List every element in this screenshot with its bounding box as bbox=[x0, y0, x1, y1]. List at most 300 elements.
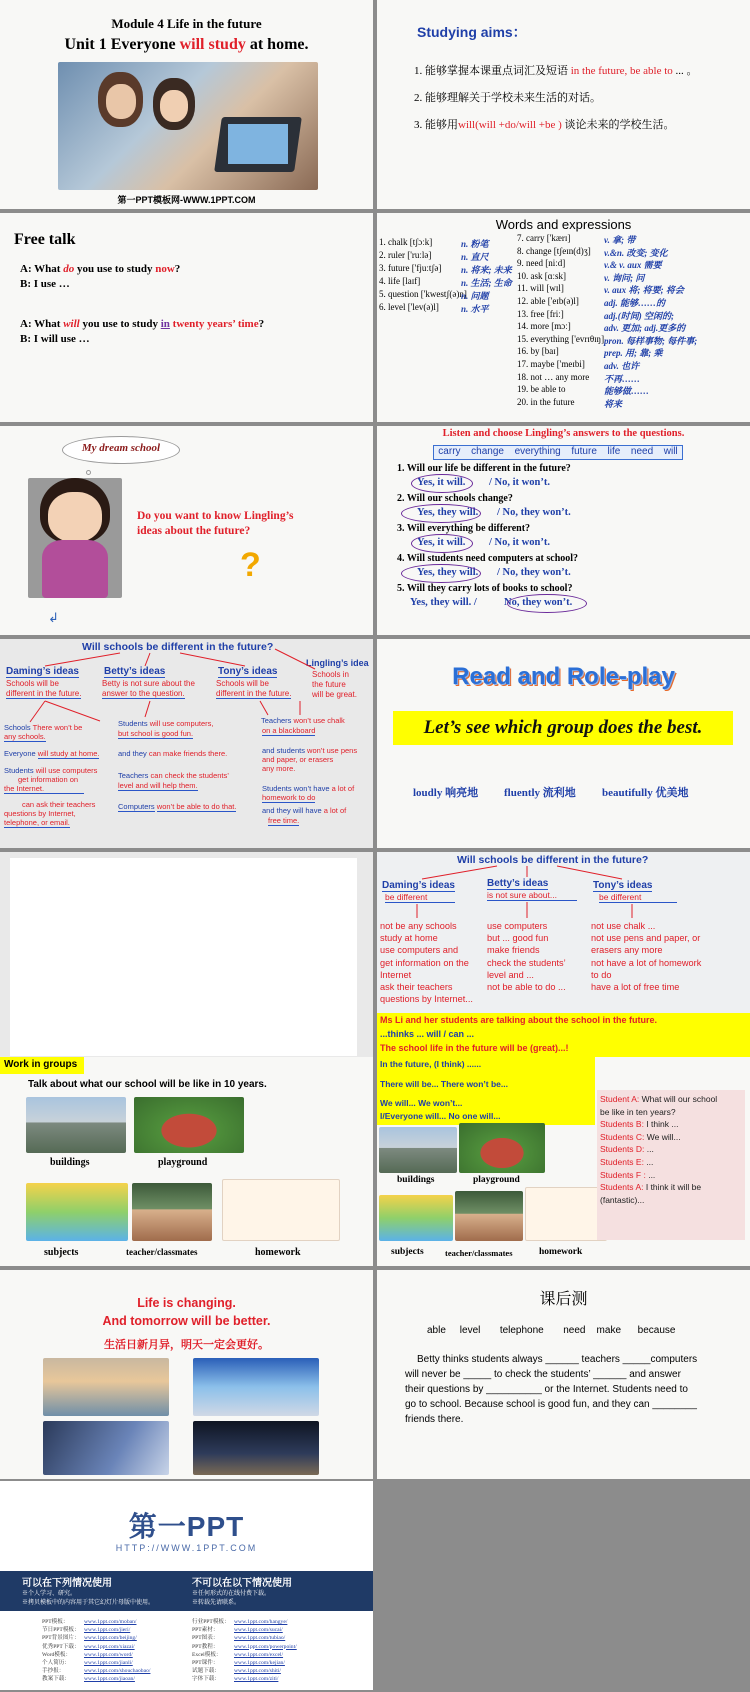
quiz-line-3: their questions by __________ or the Internet. Students need to bbox=[405, 1384, 688, 1395]
summary-line-1: Ms Li and her students are talking about the school in the future. bbox=[380, 1015, 658, 1025]
vocab-word: 13. free [friː] bbox=[517, 308, 564, 319]
summary-item: use computers bbox=[487, 921, 548, 931]
quiz-line-5: friends there. bbox=[405, 1414, 464, 1425]
resource-label: 手抄报： bbox=[42, 1668, 65, 1675]
vocab-meaning: n. 将来; 未来 bbox=[461, 265, 512, 275]
answer-circle bbox=[401, 564, 481, 583]
slide-7-ideas-notes[interactable] bbox=[0, 639, 373, 848]
daming-note-3: Students will use computers bbox=[4, 766, 98, 775]
future-city-photo-2 bbox=[193, 1358, 319, 1416]
label-playground-small: playground bbox=[473, 1175, 520, 1185]
vocab-meaning: v.&n. 改变; 变化 bbox=[604, 247, 668, 258]
label-playground: playground bbox=[158, 1157, 208, 1168]
tony-heading: Tony’s ideas bbox=[218, 666, 278, 677]
buildings-photo-small bbox=[379, 1127, 457, 1173]
slide-14-quiz[interactable] bbox=[377, 1270, 750, 1479]
notes-arrows bbox=[0, 639, 373, 848]
tony-note-1b: on a blackboard bbox=[262, 726, 316, 735]
daming-note-4b: questions by Internet, bbox=[4, 809, 76, 818]
subjects-image bbox=[26, 1183, 128, 1241]
resource-url[interactable]: www.1ppt.com/xiazai/ bbox=[84, 1643, 135, 1650]
answer-circle bbox=[507, 594, 587, 613]
slide-6-listen-choose[interactable] bbox=[377, 426, 750, 635]
resource-url[interactable]: www.1ppt.com/sucai/ bbox=[234, 1627, 283, 1634]
summary-item: but ... good fun bbox=[487, 933, 549, 944]
dialogue-line bbox=[600, 1195, 644, 1205]
vocab-meaning: v. aux 将; 将要; 将会 bbox=[604, 285, 684, 296]
word-bank-item: carry bbox=[438, 446, 461, 457]
classroom-photo bbox=[43, 1421, 169, 1475]
vocab-meaning: n. 生活; 生命 bbox=[461, 278, 512, 288]
slide-4-words[interactable] bbox=[377, 213, 750, 422]
betty-heading: Betty’s ideas bbox=[104, 666, 166, 677]
quiz-line-4: go to school. Because school is good fun, and they can ________ bbox=[405, 1399, 697, 1410]
dialogue-line bbox=[600, 1119, 678, 1129]
summary-arrows bbox=[377, 852, 750, 932]
logo-text: 第一PPT bbox=[128, 1511, 245, 1542]
blank-canvas bbox=[10, 858, 357, 1056]
tony-note-2c: any more. bbox=[262, 764, 296, 773]
resource-url[interactable]: www.1ppt.com/hangye/ bbox=[234, 1619, 288, 1625]
word-bank-item: will bbox=[663, 446, 678, 457]
banner-text: Let’s see which group does the best. bbox=[423, 717, 703, 738]
vocab-word: 6. level ['lev(ə)l] bbox=[379, 302, 439, 312]
resource-link bbox=[192, 1650, 283, 1658]
vocab-word: 17. maybe ['meɪbi] bbox=[517, 359, 585, 369]
betty-note-1: Students will use computers, bbox=[118, 719, 214, 728]
summary-tony: Tony’s ideas bbox=[593, 880, 653, 891]
summary-item: not have a lot of homework bbox=[591, 957, 702, 968]
listen-answer-yes: Yes, it will. bbox=[417, 537, 466, 548]
resource-link bbox=[192, 1658, 285, 1666]
resource-label: 字体下载： bbox=[192, 1676, 220, 1683]
resource-label: PPT课件： bbox=[192, 1660, 219, 1666]
resource-label: 行业PPT模板： bbox=[192, 1619, 230, 1625]
vocab-meaning: pron. 每样事物; 每件事; bbox=[604, 335, 698, 346]
question-line-1: Do you want to know Lingling’s bbox=[137, 510, 294, 522]
summary-item: Internet bbox=[380, 969, 412, 980]
group-task: Talk about what our school will be like in 10 years. bbox=[28, 1079, 267, 1090]
listen-question: 5. Will they carry lots of books to school? bbox=[397, 583, 573, 594]
resource-link bbox=[192, 1666, 281, 1674]
buildings-photo bbox=[26, 1097, 126, 1153]
resource-label: 优秀PPT下载： bbox=[42, 1643, 80, 1650]
slide-11-work-in-groups[interactable] bbox=[0, 1057, 373, 1266]
daming-note-1: Schools There won’t be bbox=[4, 723, 83, 732]
tony-note-2: and students won’t use pens bbox=[262, 746, 358, 755]
dialogue-speaker: Student A: bbox=[600, 1094, 640, 1104]
listen-answer-yes: Yes, they will. bbox=[417, 567, 479, 578]
summary-daming-sub: be different bbox=[385, 892, 455, 903]
listen-answer-yes: Yes, they will. bbox=[417, 507, 479, 518]
word-bank-words bbox=[433, 446, 683, 457]
summary-item: not use pens and paper, or bbox=[591, 933, 701, 944]
word-fluently: fluently 流利地 bbox=[504, 787, 576, 799]
dialogue-text: We will... bbox=[644, 1131, 681, 1142]
betty-note-3b: level and will help them. bbox=[118, 781, 198, 790]
vocab-meaning: 不再…… bbox=[604, 373, 641, 384]
vocab-word: 2. ruler ['ruːlə] bbox=[379, 250, 432, 260]
vocab-word: 11. will [wɪl] bbox=[517, 283, 564, 294]
word-beautifully: beautifully 优美地 bbox=[602, 787, 689, 799]
label-homework: homework bbox=[255, 1247, 301, 1258]
listen-answer-no: / No, they won’t. bbox=[497, 567, 571, 578]
dialogue-text: I think it will be bbox=[643, 1182, 702, 1193]
resource-url[interactable]: www.1ppt.com/word/ bbox=[84, 1651, 133, 1658]
homework-image bbox=[222, 1179, 340, 1241]
cannot-use-2: ※转载先请联系。 bbox=[192, 1600, 241, 1606]
resource-label: 节日PPT模板： bbox=[42, 1627, 80, 1634]
dialogue-text: I think ... bbox=[643, 1119, 679, 1130]
vocab-word: 3. future ['fjuːtʃə] bbox=[379, 263, 442, 273]
dialogue-line bbox=[600, 1182, 701, 1192]
listen-answer-yes: Yes, they will. / bbox=[410, 597, 477, 608]
teacher-photo-small bbox=[455, 1191, 523, 1241]
summary-item: ask their teachers bbox=[380, 982, 453, 992]
slide-8-read-role-play[interactable] bbox=[377, 639, 750, 848]
dialogue-speaker: Students E: bbox=[600, 1157, 644, 1167]
listen-question: 2. Will our schools change? bbox=[397, 493, 513, 504]
resource-link bbox=[192, 1617, 287, 1625]
vocab-word: 1. chalk [tʃɔːk] bbox=[379, 237, 433, 247]
vocab-meaning: n. 粉笔 bbox=[461, 239, 489, 249]
word-bank-item: change bbox=[471, 446, 504, 457]
role-play-title: Read and Role-play bbox=[452, 663, 675, 690]
word-loudly: loudly 响亮地 bbox=[413, 787, 479, 799]
resource-link bbox=[192, 1642, 297, 1650]
slide-15-1ppt-end[interactable] bbox=[0, 1481, 373, 1690]
girls-laptop-photo bbox=[58, 62, 318, 190]
tony-note-4b: free time. bbox=[268, 816, 300, 825]
daming-claim-1: Schools will be bbox=[6, 679, 59, 688]
quiz-word-bank: able level telephone need make because bbox=[427, 1325, 676, 1336]
listen-answer-no: / No, it won’t. bbox=[489, 477, 550, 488]
playground-photo-small bbox=[459, 1123, 545, 1173]
vocab-word: 5. question ['kwestʃ(ə)n] bbox=[379, 289, 467, 299]
teacher-classmates-photo bbox=[132, 1183, 212, 1241]
daming-note-3b: get information on bbox=[18, 775, 79, 784]
resource-link bbox=[42, 1642, 135, 1650]
resource-url[interactable]: www.1ppt.com/shiti/ bbox=[234, 1668, 281, 1675]
vocab-word: 20. in the future bbox=[517, 396, 575, 407]
footer-text: 第一PPT模板网-WWW.1PPT.COM bbox=[117, 195, 256, 205]
daming-heading: Daming’s ideas bbox=[6, 666, 79, 677]
daming-note-4: can ask their teachers bbox=[22, 800, 96, 809]
homework-image-small bbox=[525, 1187, 607, 1241]
resource-url[interactable]: www.1ppt.com/kejian/ bbox=[234, 1660, 285, 1666]
notes-title: Will schools be different in the future? bbox=[82, 641, 274, 653]
resource-label: PPT模板： bbox=[42, 1619, 69, 1625]
betty-note-4: Computers won’t be able to do that. bbox=[118, 802, 237, 811]
dialogue-line bbox=[600, 1144, 654, 1154]
lingling-cartoon bbox=[28, 478, 122, 598]
answer-circle bbox=[411, 474, 473, 493]
resource-link bbox=[42, 1650, 133, 1658]
life-line-2: And tomorrow will be better. bbox=[102, 1314, 271, 1328]
quiz-line-1: Betty thinks students always ______ teachers _____computers bbox=[417, 1354, 698, 1365]
tony-note-3: Students won’t have a lot of bbox=[262, 784, 355, 793]
playground-photo bbox=[134, 1097, 244, 1153]
summary-title: Will schools be different in the future? bbox=[457, 854, 649, 866]
resource-label: 试题下载： bbox=[192, 1668, 220, 1675]
can-use-2: ※拷贝模板中的内容用于其它幻灯片母版中使用。 bbox=[22, 1600, 155, 1606]
slide-10-summary[interactable] bbox=[377, 852, 750, 1061]
dialogue-text: What will our school bbox=[639, 1094, 718, 1104]
word-bank-item: life bbox=[607, 446, 621, 457]
dialogue-speaker: Students B: bbox=[600, 1119, 644, 1130]
slide-1-title[interactable] bbox=[0, 0, 373, 209]
vocab-meaning: 能够做…… bbox=[604, 386, 650, 397]
resource-label: PPT教程： bbox=[192, 1643, 219, 1650]
subjects-image-small bbox=[379, 1195, 453, 1241]
vocab-meaning: v. 询问; 问 bbox=[604, 272, 645, 283]
betty-note-1b: but school is good fun. bbox=[118, 729, 194, 738]
lingling-heading: Lingling’s idea bbox=[306, 658, 369, 668]
betty-note-2: and they can make friends there. bbox=[118, 749, 228, 758]
daming-note-3c: the Internet. bbox=[4, 784, 84, 794]
summary-line-3: The school life in the future will be (great)...! bbox=[380, 1043, 569, 1053]
vocab-meaning: adj.(时间) 空闲的; bbox=[604, 310, 674, 321]
label-subjects-small: subjects bbox=[391, 1247, 424, 1257]
aim-3: 3. 能够用will(will +do/will +be ) 谈论未来的学校生活。 bbox=[414, 119, 675, 131]
question-mark-icon: ? bbox=[240, 546, 261, 584]
dialogue-text: ... bbox=[645, 1169, 656, 1180]
unit-title: Unit 1 Everyone will study at home. bbox=[64, 36, 309, 53]
resource-url[interactable]: www.1ppt.com/shouchaobao/ bbox=[84, 1668, 151, 1675]
vocab-meaning: prep. 用; 靠; 乘 bbox=[604, 348, 663, 359]
vocab-meaning: n. 水平 bbox=[461, 304, 489, 314]
label-subjects: subjects bbox=[44, 1247, 79, 1258]
cannot-use-title: 不可以在以下情况使用 bbox=[192, 1578, 292, 1589]
resource-url[interactable]: www.1ppt.com/ziti/ bbox=[234, 1676, 279, 1683]
resource-label: 个人简历： bbox=[42, 1660, 70, 1666]
summary-item: have a lot of free time bbox=[591, 982, 680, 992]
resource-label: PPT素材： bbox=[192, 1627, 219, 1634]
lingling-claim-1: Schools in bbox=[312, 670, 349, 679]
lingling-claim-2: the future bbox=[312, 680, 346, 689]
tony-note-3b: homework to do bbox=[262, 793, 316, 802]
dialogue-text: (fantastic)... bbox=[600, 1194, 645, 1205]
lingling-claim-3: will be great. bbox=[312, 690, 357, 699]
dialogue-line bbox=[600, 1094, 717, 1104]
slide-5-dream-school[interactable] bbox=[0, 426, 373, 635]
dialogue-line bbox=[600, 1170, 655, 1180]
resource-url[interactable]: www.1ppt.com/beijing/ bbox=[84, 1635, 137, 1642]
dialogue-text: ... bbox=[644, 1144, 654, 1155]
space-photo bbox=[193, 1421, 319, 1475]
vocab-word: 9. need [niːd] bbox=[517, 258, 566, 269]
resource-url[interactable]: www.1ppt.com/excel/ bbox=[234, 1651, 284, 1658]
aim-1: 1. 能够掌握本课重点词汇及短语 in the future, be able to ... 。 bbox=[414, 65, 698, 77]
summary-item: erasers any more bbox=[591, 945, 663, 956]
frame-2: There will be... There won’t be... bbox=[380, 1079, 508, 1089]
label-buildings: buildings bbox=[50, 1157, 90, 1168]
cloud-text: My dream school bbox=[81, 442, 161, 454]
answer-now: B: I use … bbox=[20, 278, 70, 290]
resource-link bbox=[192, 1633, 285, 1641]
resource-link bbox=[42, 1666, 150, 1674]
aims-title: Studying aims： bbox=[417, 24, 527, 40]
vocab-word: 14. more [mɔː] bbox=[517, 321, 571, 332]
listen-answer-no: No, they won’t. bbox=[504, 597, 573, 608]
resource-url[interactable]: www.1ppt.com/powerpoint/ bbox=[234, 1643, 297, 1650]
tony-note-4: and they will have a lot of bbox=[262, 806, 347, 815]
summary-betty-sub: is not sure about... bbox=[487, 890, 577, 901]
vocab-meaning: 将来 bbox=[604, 398, 623, 409]
resource-label: Word模板： bbox=[42, 1651, 72, 1658]
slide-13-life-changing[interactable] bbox=[0, 1270, 373, 1479]
words-title: Words and expressions bbox=[495, 217, 632, 232]
betty-claim-2: answer to the question. bbox=[102, 689, 185, 698]
resource-link bbox=[42, 1674, 135, 1682]
vocab-word: 10. ask [ɑːsk] bbox=[517, 270, 566, 281]
summary-item: not be able to do ... bbox=[487, 982, 566, 992]
question-now: A: What do you use to study now? bbox=[20, 263, 181, 275]
life-line-1: Life is changing. bbox=[137, 1296, 236, 1310]
summary-item: not be any schools bbox=[380, 921, 457, 931]
logo-url: HTTP://WWW.1PPT.COM bbox=[115, 1543, 258, 1553]
listen-answer-yes: Yes, it will. bbox=[417, 477, 466, 488]
vocab-word: 15. everything ['evrɪθɪŋ] bbox=[517, 333, 605, 344]
listen-question: 3. Will everything be different? bbox=[397, 523, 531, 534]
summary-item: check the students’ bbox=[487, 957, 566, 968]
tony-claim-2: different in the future. bbox=[216, 689, 292, 698]
summary-item: questions by Internet... bbox=[380, 994, 473, 1005]
summary-item: not use chalk ... bbox=[591, 921, 656, 931]
resource-url[interactable]: www.1ppt.com/tubiao/ bbox=[234, 1635, 286, 1642]
frame-3: We will... We won’t... bbox=[380, 1098, 463, 1108]
dialogue-speaker: Students C: bbox=[600, 1131, 645, 1142]
label-teacher: teacher/classmates bbox=[126, 1247, 198, 1257]
vocab-word: 16. by [baɪ] bbox=[517, 346, 559, 357]
empty-area bbox=[377, 1481, 750, 1692]
summary-item: make friends bbox=[487, 945, 540, 956]
vocab-meaning: n. 直尺 bbox=[461, 252, 489, 262]
vocab-word: 8. change [tʃeɪn(d)ʒ] bbox=[517, 245, 591, 256]
daming-note-2: Everyone will study at home. bbox=[4, 749, 100, 758]
summary-item: study at home bbox=[380, 933, 438, 944]
ear-icon: ↲ bbox=[48, 610, 59, 625]
vocab-meaning: adv. 也许 bbox=[604, 361, 640, 371]
slide-12-sentence-frames[interactable] bbox=[377, 1057, 750, 1266]
dialogue-text: be like in ten years? bbox=[600, 1106, 676, 1117]
vocab-word: 12. able ['eɪb(ə)l] bbox=[517, 296, 579, 306]
vocab-word: 4. life [laɪf] bbox=[379, 276, 421, 286]
summary-betty: Betty’s ideas bbox=[487, 878, 549, 889]
summary-item: use computers and bbox=[380, 945, 459, 956]
tony-note-2b: and paper, or erasers bbox=[262, 755, 334, 764]
dialogue-speaker: Students A: bbox=[600, 1182, 644, 1193]
life-line-chinese: 生活日新月异，明天一定会更好。 bbox=[104, 1339, 269, 1351]
label-teacher-small: teacher/classmates bbox=[445, 1248, 513, 1258]
resource-link bbox=[42, 1625, 130, 1633]
can-use-1: ※个人学习、研究。 bbox=[22, 1591, 77, 1597]
listen-answer-no: / No, it won’t. bbox=[489, 537, 550, 548]
vocab-meaning: adv. 更加; adj.更多的 bbox=[604, 323, 686, 334]
betty-claim-1: Betty is not sure about the bbox=[102, 679, 195, 688]
slide-3-free-talk[interactable] bbox=[0, 213, 373, 422]
future-city-photo-1 bbox=[43, 1358, 169, 1416]
resource-url[interactable]: www.1ppt.com/jianli/ bbox=[84, 1660, 133, 1666]
daming-note-4c: telephone, or email. bbox=[4, 818, 70, 827]
resource-label: 教案下载： bbox=[42, 1676, 70, 1683]
daming-note-1b: any schools. bbox=[4, 732, 46, 741]
resource-label: Excel模板： bbox=[192, 1651, 222, 1658]
vocab-meaning: adj. 能够……的 bbox=[604, 298, 666, 308]
daming-claim-2: different in the future. bbox=[6, 689, 82, 698]
tony-note-1: Teachers won’t use chalk bbox=[261, 716, 345, 725]
word-bank-item: need bbox=[630, 446, 654, 457]
dialogue-speaker: Students D: bbox=[600, 1144, 645, 1155]
cannot-use-1: ※任何形式的在线付费下载。 bbox=[192, 1591, 271, 1597]
resource-link bbox=[42, 1617, 136, 1625]
listen-question: 1. Will our life be different in the future? bbox=[397, 463, 571, 474]
answer-circle bbox=[401, 504, 481, 523]
module-title: Module 4 Life in the future bbox=[111, 16, 262, 31]
aim-2: 2. 能够理解关于学校未来生活的对话。 bbox=[414, 92, 601, 104]
frame-1: In the future, (I think) ...... bbox=[380, 1059, 482, 1069]
label-homework-small: homework bbox=[539, 1247, 583, 1257]
slide-9-blank[interactable] bbox=[0, 852, 373, 1061]
resource-url[interactable]: www.1ppt.com/moban/ bbox=[84, 1619, 137, 1625]
vocab-meaning: v.& v. aux 需要 bbox=[604, 260, 662, 271]
word-bank-item: everything bbox=[514, 446, 561, 457]
vocab-meaning: v. 拿; 带 bbox=[604, 235, 636, 245]
free-talk-title: Free talk bbox=[14, 231, 76, 248]
dialogue-speaker: Students F : bbox=[600, 1169, 646, 1180]
quiz-line-2: will never be _____ to check the students’ ______ and answer bbox=[405, 1369, 681, 1380]
listen-title: Listen and choose Lingling’s answers to the questions. bbox=[442, 428, 685, 439]
vocab-meaning: n. 问题 bbox=[461, 291, 489, 301]
summary-item: level and ... bbox=[487, 969, 534, 980]
resource-label: PPT图表： bbox=[192, 1635, 219, 1642]
summary-tony-sub: be different bbox=[599, 892, 677, 903]
summary-daming: Daming’s ideas bbox=[382, 880, 455, 891]
question-line-2: ideas about the future? bbox=[137, 525, 251, 537]
summary-item: to do bbox=[591, 969, 612, 980]
can-use-title: 可以在下列情况使用 bbox=[22, 1578, 112, 1589]
dialogue-line bbox=[600, 1107, 676, 1117]
resource-label: PPT背景图片： bbox=[42, 1635, 80, 1642]
dialogue-line bbox=[600, 1157, 653, 1167]
summary-item: get information on the bbox=[380, 957, 469, 968]
resource-link bbox=[42, 1633, 137, 1641]
question-future: A: What will you use to study in twenty years’ time? bbox=[20, 318, 265, 330]
tony-claim-1: Schools will be bbox=[216, 679, 269, 688]
resource-link bbox=[192, 1625, 283, 1633]
quiz-title: 课后测 bbox=[539, 1291, 588, 1308]
work-groups-text: Work in groups bbox=[4, 1059, 78, 1070]
listen-answer-no: / No, they won’t. bbox=[497, 507, 571, 518]
vocab-word: 19. be able to bbox=[517, 384, 566, 395]
resource-url[interactable]: www.1ppt.com/jieri/ bbox=[84, 1627, 131, 1634]
label-buildings-small: buildings bbox=[397, 1175, 435, 1185]
listen-question: 4. Will students need computers at school? bbox=[397, 553, 579, 564]
word-bank-item: future bbox=[571, 446, 597, 457]
answer-future: B: I will use … bbox=[20, 333, 90, 345]
frame-4: I/Everyone will... No one will... bbox=[380, 1111, 501, 1121]
betty-note-3: Teachers can check the students’ bbox=[118, 771, 229, 780]
summary-line-2: ...thinks ... will / can ... bbox=[380, 1029, 475, 1039]
answer-circle bbox=[411, 534, 473, 553]
vocab-word: 18. not … any more bbox=[517, 371, 590, 382]
resource-link bbox=[42, 1658, 133, 1666]
resource-url[interactable]: www.1ppt.com/jiaoan/ bbox=[84, 1676, 135, 1683]
slide-2-studying-aims[interactable] bbox=[377, 0, 750, 209]
vocab-word: 7. carry ['kærɪ] bbox=[517, 233, 571, 243]
resource-link bbox=[192, 1674, 278, 1682]
dialogue-text: ... bbox=[643, 1157, 654, 1167]
